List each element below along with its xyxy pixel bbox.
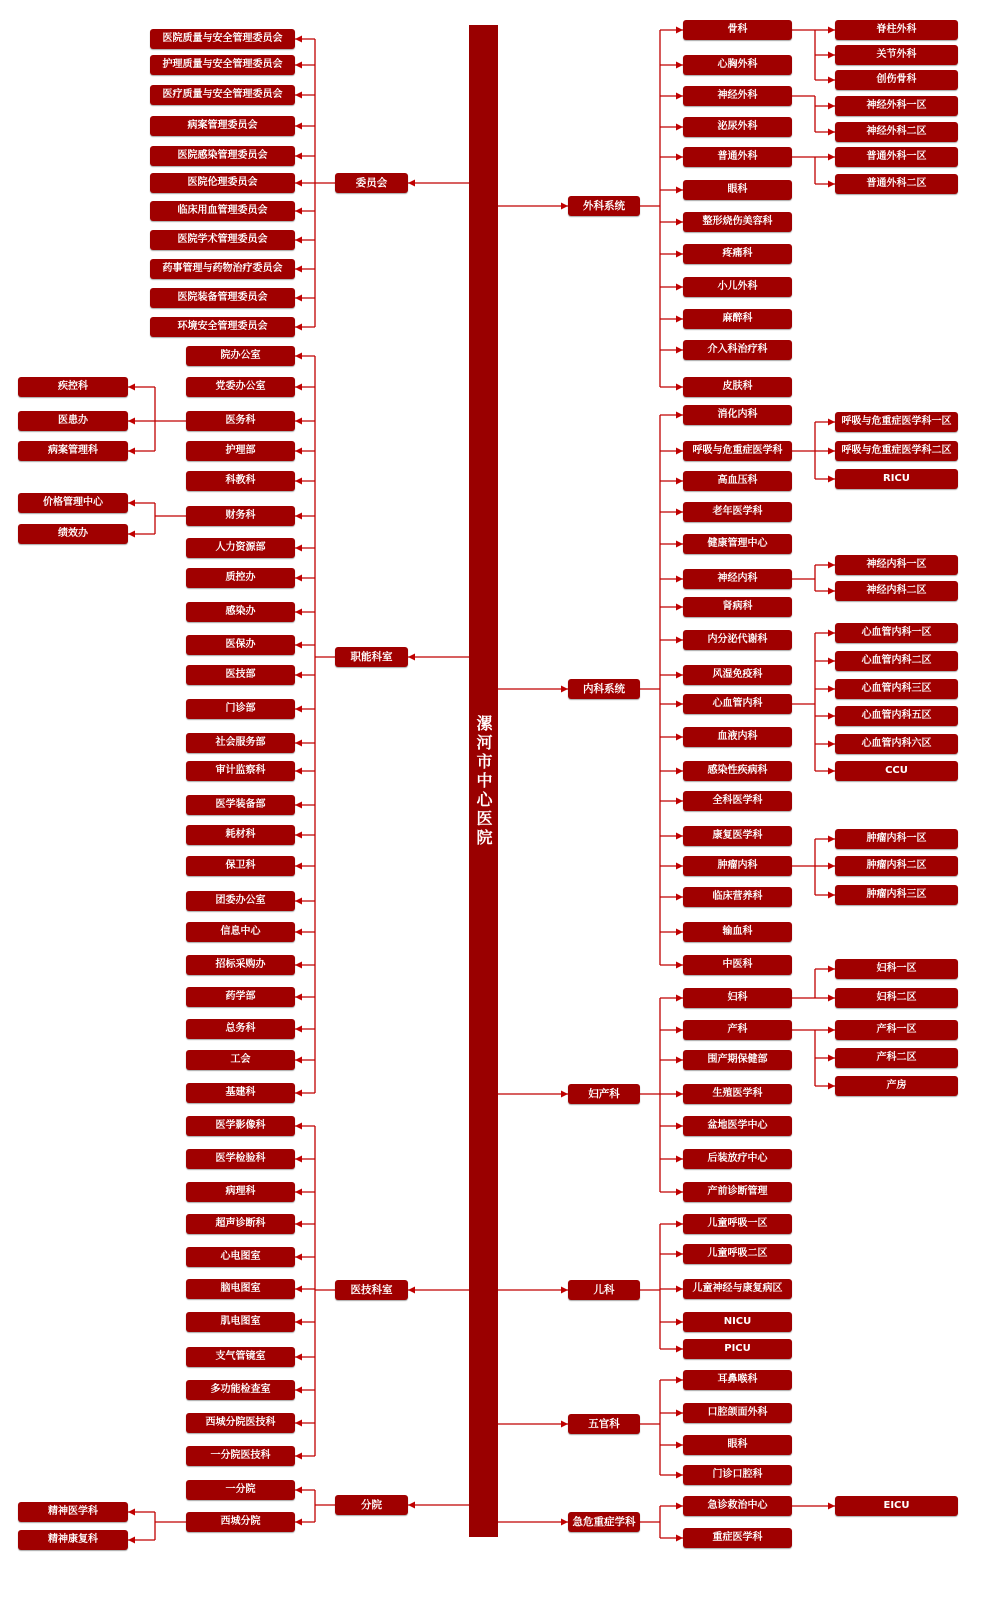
- department-box: 妇科: [683, 988, 792, 1008]
- sub-department-box: 产科一区: [835, 1020, 958, 1040]
- department-box: 泌尿外科: [683, 117, 792, 137]
- sub-department-box: 普通外科一区: [835, 147, 958, 167]
- department-box: 口腔颌面外科: [683, 1403, 792, 1423]
- department-box: NICU: [683, 1312, 792, 1332]
- department-box: 耳鼻喉科: [683, 1370, 792, 1390]
- department-box: 疼痛科: [683, 244, 792, 264]
- department-box: 普通外科: [683, 147, 792, 167]
- left-group-box: 分院: [335, 1495, 408, 1515]
- sub-department-box: 疾控科: [18, 377, 128, 397]
- sub-department-box: 呼吸与危重症医学科二区: [835, 441, 958, 461]
- department-box: 保卫科: [186, 856, 295, 876]
- department-box: 皮肤科: [683, 377, 792, 397]
- sub-department-box: 肿瘤内科三区: [835, 885, 958, 905]
- sub-department-box: 妇科二区: [835, 988, 958, 1008]
- department-box: 盆地医学中心: [683, 1116, 792, 1136]
- sub-department-box: 肿瘤内科一区: [835, 829, 958, 849]
- department-box: 高血压科: [683, 471, 792, 491]
- committee-box: 护理质量与安全管理委员会: [150, 55, 295, 75]
- department-box: 心电图室: [186, 1247, 295, 1267]
- committee-box: 医院感染管理委员会: [150, 146, 295, 166]
- department-box: 财务科: [186, 506, 295, 526]
- department-box: 西城分院: [186, 1512, 295, 1532]
- right-group-box: 五官科: [568, 1414, 640, 1434]
- department-box: 医学影像科: [186, 1116, 295, 1136]
- department-box: 急诊救治中心: [683, 1496, 792, 1516]
- department-box: 产科: [683, 1020, 792, 1040]
- department-box: 风湿免疫科: [683, 665, 792, 685]
- department-box: 神经外科: [683, 86, 792, 106]
- department-box: 全科医学科: [683, 791, 792, 811]
- department-box: 耗材科: [186, 825, 295, 845]
- department-box: 工会: [186, 1050, 295, 1070]
- department-box: 儿童呼吸二区: [683, 1244, 792, 1264]
- right-group-box: 急危重症学科: [568, 1512, 640, 1532]
- department-box: 中医科: [683, 955, 792, 975]
- department-box: PICU: [683, 1339, 792, 1359]
- department-box: 小儿外科: [683, 277, 792, 297]
- department-box: 呼吸与危重症医学科: [683, 441, 792, 461]
- right-group-box: 外科系统: [568, 196, 640, 216]
- sub-department-box: 肿瘤内科二区: [835, 856, 958, 876]
- department-box: 介入科治疗科: [683, 340, 792, 360]
- sub-department-box: 神经内科二区: [835, 581, 958, 601]
- committee-box: 临床用血管理委员会: [150, 201, 295, 221]
- department-box: 感染办: [186, 602, 295, 622]
- sub-department-box: 心血管内科五区: [835, 706, 958, 726]
- department-box: 脑电图室: [186, 1279, 295, 1299]
- department-box: 康复医学科: [683, 826, 792, 846]
- left-group-box: 医技科室: [335, 1280, 408, 1300]
- department-box: 重症医学科: [683, 1528, 792, 1548]
- sub-department-box: 心血管内科六区: [835, 734, 958, 754]
- department-box: 产前诊断管理: [683, 1182, 792, 1202]
- sub-department-box: 神经外科一区: [835, 96, 958, 116]
- right-group-box: 儿科: [568, 1280, 640, 1300]
- department-box: 感染性疾病科: [683, 761, 792, 781]
- sub-department-box: 关节外科: [835, 45, 958, 65]
- department-box: 支气管镜室: [186, 1347, 295, 1367]
- department-box: 整形烧伤美容科: [683, 212, 792, 232]
- sub-department-box: 脊柱外科: [835, 20, 958, 40]
- sub-department-box: 精神医学科: [18, 1502, 128, 1522]
- department-box: 儿童呼吸一区: [683, 1214, 792, 1234]
- department-box: 医技部: [186, 665, 295, 685]
- sub-department-box: 心血管内科三区: [835, 679, 958, 699]
- department-box: 药学部: [186, 987, 295, 1007]
- department-box: 门诊口腔科: [683, 1465, 792, 1485]
- department-box: 消化内科: [683, 405, 792, 425]
- department-box: 人力资源部: [186, 538, 295, 558]
- sub-department-box: 神经内科一区: [835, 555, 958, 575]
- department-box: 输血科: [683, 922, 792, 942]
- department-box: 审计监察科: [186, 761, 295, 781]
- department-box: 总务科: [186, 1019, 295, 1039]
- department-box: 肿瘤内科: [683, 856, 792, 876]
- department-box: 党委办公室: [186, 377, 295, 397]
- sub-department-box: 医患办: [18, 411, 128, 431]
- department-box: 质控办: [186, 568, 295, 588]
- department-box: 招标采购办: [186, 955, 295, 975]
- left-group-box: 职能科室: [335, 647, 408, 667]
- hospital-title: 漯河市中心医院: [474, 714, 493, 848]
- hospital-title-bar: [469, 25, 498, 1537]
- sub-department-box: 产科二区: [835, 1048, 958, 1068]
- department-box: 社会服务部: [186, 733, 295, 753]
- sub-department-box: 创伤骨科: [835, 70, 958, 90]
- committee-box: 医疗质量与安全管理委员会: [150, 85, 295, 105]
- sub-department-box: 妇科一区: [835, 959, 958, 979]
- committee-box: 医院学术管理委员会: [150, 230, 295, 250]
- committee-box: 医院质量与安全管理委员会: [150, 29, 295, 49]
- department-box: 护理部: [186, 441, 295, 461]
- department-box: 围产期保健部: [683, 1050, 792, 1070]
- department-box: 健康管理中心: [683, 534, 792, 554]
- department-box: 肾病科: [683, 597, 792, 617]
- department-box: 医保办: [186, 635, 295, 655]
- department-box: 医学检验科: [186, 1149, 295, 1169]
- right-group-box: 妇产科: [568, 1084, 640, 1104]
- department-box: 医务科: [186, 411, 295, 431]
- department-box: 眼科: [683, 180, 792, 200]
- department-box: 儿童神经与康复病区: [683, 1279, 792, 1299]
- department-box: 基建科: [186, 1083, 295, 1103]
- department-box: 神经内科: [683, 569, 792, 589]
- sub-department-box: 神经外科二区: [835, 122, 958, 142]
- department-box: 内分泌代谢科: [683, 630, 792, 650]
- right-group-box: 内科系统: [568, 679, 640, 699]
- department-box: 后装放疗中心: [683, 1149, 792, 1169]
- department-box: 肌电图室: [186, 1312, 295, 1332]
- department-box: 门诊部: [186, 699, 295, 719]
- sub-department-box: 呼吸与危重症医学科一区: [835, 412, 958, 432]
- department-box: 临床营养科: [683, 887, 792, 907]
- department-box: 骨科: [683, 20, 792, 40]
- department-box: 老年医学科: [683, 502, 792, 522]
- sub-department-box: 心血管内科二区: [835, 651, 958, 671]
- sub-department-box: EICU: [835, 1496, 958, 1516]
- department-box: 麻醉科: [683, 309, 792, 329]
- department-box: 眼科: [683, 1435, 792, 1455]
- sub-department-box: 病案管理科: [18, 441, 128, 461]
- department-box: 生殖医学科: [683, 1084, 792, 1104]
- department-box: 信息中心: [186, 922, 295, 942]
- department-box: 一分院医技科: [186, 1446, 295, 1466]
- sub-department-box: 价格管理中心: [18, 493, 128, 513]
- sub-department-box: RICU: [835, 469, 958, 489]
- department-box: 超声诊断科: [186, 1214, 295, 1234]
- committee-box: 医院伦理委员会: [150, 173, 295, 193]
- sub-department-box: CCU: [835, 761, 958, 781]
- department-box: 心血管内科: [683, 694, 792, 714]
- committee-box: 环境安全管理委员会: [150, 317, 295, 337]
- sub-department-box: 产房: [835, 1076, 958, 1096]
- department-box: 血液内科: [683, 727, 792, 747]
- sub-department-box: 普通外科二区: [835, 174, 958, 194]
- committee-box: 药事管理与药物治疗委员会: [150, 259, 295, 279]
- committee-box: 医院装备管理委员会: [150, 288, 295, 308]
- left-group-box: 委员会: [335, 173, 408, 193]
- department-box: 院办公室: [186, 346, 295, 366]
- department-box: 团委办公室: [186, 891, 295, 911]
- committee-box: 病案管理委员会: [150, 116, 295, 136]
- sub-department-box: 绩效办: [18, 524, 128, 544]
- sub-department-box: 心血管内科一区: [835, 623, 958, 643]
- department-box: 病理科: [186, 1182, 295, 1202]
- department-box: 多功能检查室: [186, 1380, 295, 1400]
- department-box: 医学装备部: [186, 795, 295, 815]
- department-box: 心胸外科: [683, 55, 792, 75]
- department-box: 科教科: [186, 471, 295, 491]
- department-box: 一分院: [186, 1480, 295, 1500]
- sub-department-box: 精神康复科: [18, 1530, 128, 1550]
- department-box: 西城分院医技科: [186, 1413, 295, 1433]
